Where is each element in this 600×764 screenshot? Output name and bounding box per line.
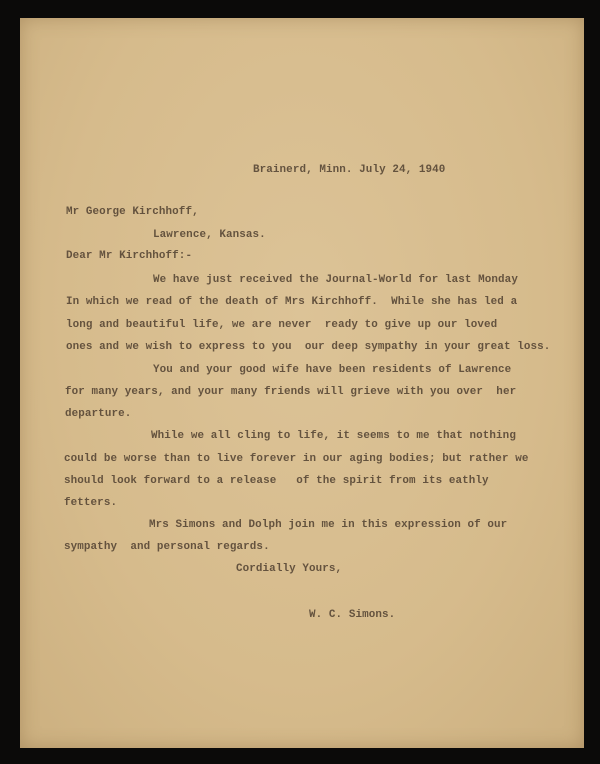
dateline: Brainerd, Minn. July 24, 1940	[253, 164, 446, 176]
letter-page	[20, 18, 584, 748]
body-line: could be worse than to live forever in our aging bodies; but rather we	[64, 453, 529, 465]
body-line: We have just received the Journal-World for last Monday	[153, 274, 518, 286]
body-line: fetters.	[64, 497, 118, 509]
body-line: You and your good wife have been residents of Lawrence	[153, 364, 512, 376]
body-line: Mrs Simons and Dolph join me in this expression of our	[149, 519, 508, 531]
body-line: While we all cling to life, it seems to me that nothing	[151, 430, 516, 442]
salutation: Dear Mr Kirchhoff:-	[66, 250, 193, 262]
body-line: for many years, and your many friends will grieve with you over her	[65, 386, 517, 398]
closing: Cordially Yours,	[236, 563, 343, 575]
body-line: ones and we wish to express to you our deep sympathy in your great loss.	[66, 341, 551, 353]
body-line: should look forward to a release of the spirit from its eathly	[64, 475, 489, 487]
signature: W. C. Simons.	[309, 609, 396, 621]
body-line: In which we read of the death of Mrs Kirchhoff. While she has led a	[66, 296, 518, 308]
recipient-name: Mr George Kirchhoff,	[66, 206, 199, 218]
body-line: sympathy and personal regards.	[64, 541, 270, 553]
body-line: departure.	[65, 408, 132, 420]
body-line: long and beautiful life, we are never ready to give up our loved	[66, 319, 498, 331]
recipient-place: Lawrence, Kansas.	[153, 229, 266, 241]
